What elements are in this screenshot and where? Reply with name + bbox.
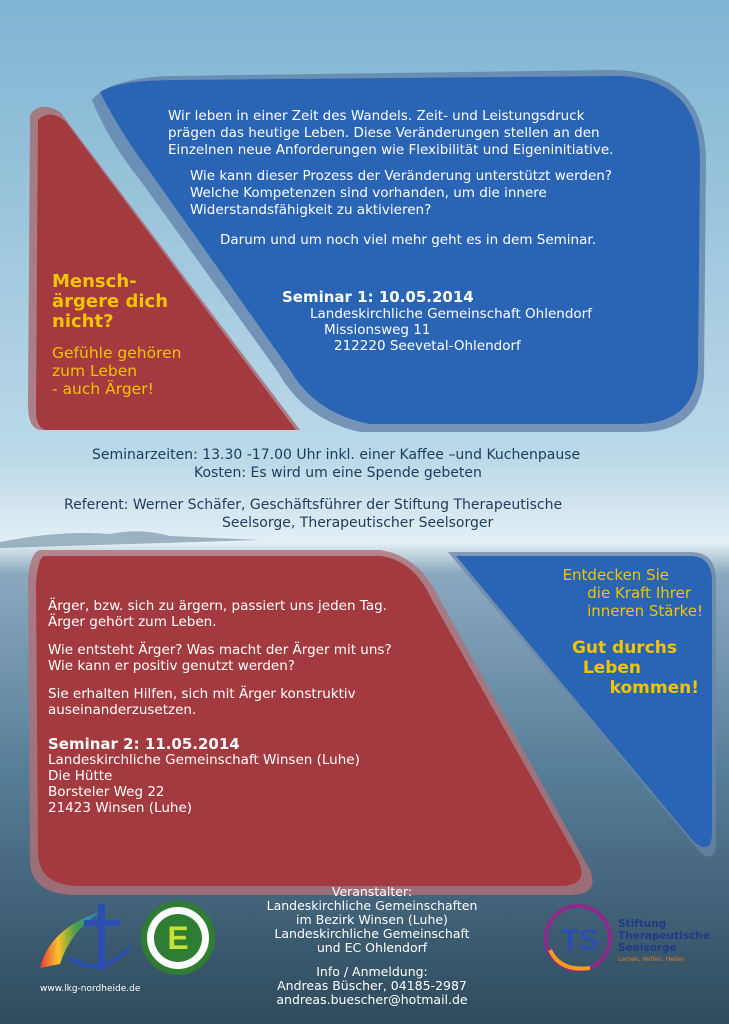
left-callout [52, 272, 182, 398]
anger-line-6: auseinanderzusetzen. [48, 702, 197, 718]
ts-logo [540, 898, 618, 978]
intro-line-1: Wir leben in einer Zeit des Wandels. Zeit- und Leistungsdruck [168, 108, 585, 124]
lkg-logo [30, 898, 140, 982]
question-line-2: Welche Kompetenzen sind vorhanden, um die innere [190, 185, 547, 201]
seminar2-line-4: 21423 Winsen (Luhe) [48, 800, 193, 816]
organizer-line-2: im Bezirk Winsen (Luhe) [296, 912, 448, 927]
callout-subtitle-2: zum Leben [52, 362, 138, 380]
intro-line-3: Einzelnen neue Anforderungen wie Flexibilität und Eigeninitiative. [168, 142, 614, 158]
seminar1-line-3: 212220 Seevetal-Ohlendorf [334, 338, 521, 354]
seminar1-line-1: Landeskirchliche Gemeinschaft Ohlendorf [310, 306, 592, 322]
ts-name-3: Seelsorge [618, 942, 677, 954]
seminar-times: Seminarzeiten: 13.30 -17.00 Uhr inkl. einer Kaffee –und Kuchenpause [92, 447, 581, 463]
intro-closing: Darum und um noch viel mehr geht es in dem Seminar. [220, 232, 596, 248]
callout-heading-1: Mensch- [52, 271, 137, 292]
anger-line-3: Wie entsteht Ärger? Was macht der Ärger mit uns? [48, 642, 392, 658]
organizer-line-4: und EC Ohlendorf [316, 940, 428, 955]
ec-logo [140, 900, 216, 976]
speaker-line-2: Seelsorge, Therapeutischer Seelsorger [222, 515, 494, 531]
seminar2-line-2: Die Hütte [48, 768, 113, 784]
anger-line-4: Wie kann er positiv genutzt werden? [48, 658, 295, 674]
anger-line-1: Ärger, bzw. sich zu ärgern, passiert uns jeden Tag. [48, 598, 387, 614]
slogan-line-1: Gut durchs [571, 638, 677, 658]
intro-text [168, 108, 688, 169]
lkg-url[interactable]: www.lkg-nordheide.de [40, 984, 141, 994]
seminar1-heading: Seminar 1: 10.05.2014 [282, 288, 474, 306]
seminar1-line-2: Missionsweg 11 [324, 322, 431, 338]
contact-email[interactable]: andreas.buescher@hotmail.de [276, 992, 468, 1007]
seminar-costs: Kosten: Es wird um eine Spende gebeten [194, 465, 482, 481]
lkg-cross-vertical [98, 904, 105, 970]
right-callout-line-1: Entdecken Sie [562, 566, 669, 584]
right-slogan [572, 638, 699, 698]
intro-line-2: prägen das heutige Leben. Diese Veränderungen stellen an den [168, 125, 600, 141]
ts-name [618, 918, 710, 966]
ts-name-1: Stiftung [618, 918, 667, 930]
lower-red-text [48, 598, 438, 816]
callout-heading-2: ärgere dich [52, 291, 169, 312]
ec-letter: E [167, 920, 189, 956]
speaker-line-1: Referent: Werner Schäfer, Geschäftsführer der Stiftung Therapeutische [64, 497, 563, 513]
callout-subtitle-1: Gefühle gehören [52, 344, 182, 362]
right-callout [563, 566, 703, 620]
seminar2-heading: Seminar 2: 11.05.2014 [48, 735, 240, 753]
footer-organizer [222, 885, 522, 1017]
info-label: Info / Anmeldung: [316, 964, 428, 979]
ts-letters: TS [560, 924, 600, 957]
question-line-3: Widerstandsfähigkeit zu aktivieren? [190, 202, 432, 218]
seminar1-block [282, 288, 592, 354]
anger-line-2: Ärger gehört zum Leben. [48, 614, 217, 630]
callout-subtitle-3: - auch Ärger! [52, 380, 154, 398]
slogan-line-3: kommen! [609, 678, 699, 698]
ts-name-2: Therapeutische [618, 930, 710, 942]
contact-name: Andreas Büscher, 04185-2987 [277, 978, 467, 993]
organizer-label: Veranstalter: [331, 884, 413, 899]
lkg-cross-horizontal [84, 920, 120, 926]
seminar2-line-3: Borsteler Weg 22 [48, 784, 165, 800]
right-callout-line-3: inneren Stärke! [587, 602, 703, 620]
organizer-line-3: Landeskirchliche Gemeinschaft [274, 926, 470, 941]
organizer-line-1: Landeskirchliche Gemeinschaften [266, 898, 478, 913]
seminar2-line-1: Landeskirchliche Gemeinschaft Winsen (Luhe) [48, 752, 360, 768]
callout-heading-3: nicht? [52, 311, 114, 332]
slogan-line-2: Leben [582, 658, 641, 678]
intro-questions [190, 168, 612, 219]
question-line-1: Wie kann dieser Prozess der Veränderung unterstützt werden? [190, 168, 612, 184]
right-callout-line-2: die Kraft Ihrer [587, 584, 691, 602]
ts-tagline: Lernen, Helfen, Heilen [618, 956, 685, 963]
anger-line-5: Sie erhalten Hilfen, sich mit Ärger konstruktiv [48, 686, 356, 702]
